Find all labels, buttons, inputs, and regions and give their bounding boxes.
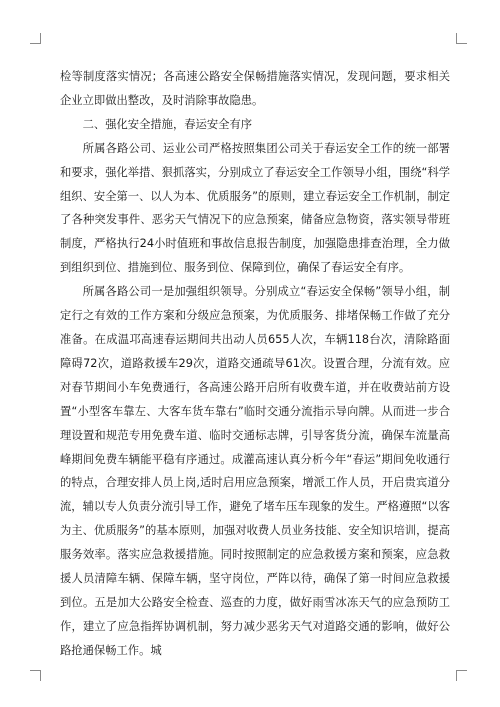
crop-mark-bottom-left [30, 670, 41, 681]
paragraph-road-companies: 所属各路公司一是加强组织领导。分别成立“春运安全保畅”领导小组，制定行之有效的工作方案和分级应急预案，为优质服务、排堵保畅工作做了充分准备。在成温邛高速春运期间共出动人员655人次，车辆118台次，清除路面障碍72次，道路救援车29次，道路交通疏导61次。设置合理，分流有效。应对春节期间小车免费通行，各高速公路开启所有收费车道，并在收费站前方设置“小型客车靠左、大客车货车靠右”临时交通分流指示导向牌。从而进一步合理设置和规范专用免费车道、临时交通标志牌，引导客货分流，确保车流量高峰期间免费车辆能平稳有序通过。成灌高速认真分析今年“春运”期间免收通行的特点，合理安排人员上岗,适时启用应急预案，增派工作人员，开启贵宾道分流，辅以专人负责分流引导工作，避免了堵车压车现象的发生。严格遵照“以客为主、优质服务”的基本原则，加强对收费人员业务技能、安全知识培训，提高服务效率。落实应急救援措施。同时按照制定的应急救援方案和预案，应急救援人员清障车辆、保障车辆，坚守岗位，严阵以待，确保了第一时间应急救援到位。五是加大公路安全检查、巡查的力度，做好雨雪冰冻天气的应急预防工作，建立了应急指挥协调机制，努力减少恶劣天气对道路交通的影响，做好公路抢通保畅工作。城 [60, 285, 450, 657]
crop-mark-top-right [456, 33, 467, 44]
section-heading: 二、强化安全措施，春运安全有序 [82, 117, 253, 131]
paragraph-safety-measures: 所属各路公司、运业公司严格按照集团公司关于春运安全工作的统一部署和要求，强化举措、狠抓落实，分别成立了春运安全工作领导小组，围绕“科学组织、安全第一、以人为本、优质服务”的原则，建立春运安全工作机制，制定了各种突发事件、恶劣天气情况下的应急预案，储备应急物资，落实领导带班制度，严格执行24小时值班和事故信息报告制度，加强隐患排查治理，全力做到组织到位、措施到位、服务到位、保障到位，确保了春运安全有序。 [60, 141, 450, 275]
crop-mark-top-left [30, 33, 41, 44]
document-body [60, 65, 450, 663]
crop-mark-bottom-right [456, 670, 467, 681]
paragraph-continuation: 检等制度落实情况；各高速公路安全保畅措施落实情况，发现问题，要求相关企业立即做出整改，及时消除事故隐患。 [60, 70, 450, 107]
